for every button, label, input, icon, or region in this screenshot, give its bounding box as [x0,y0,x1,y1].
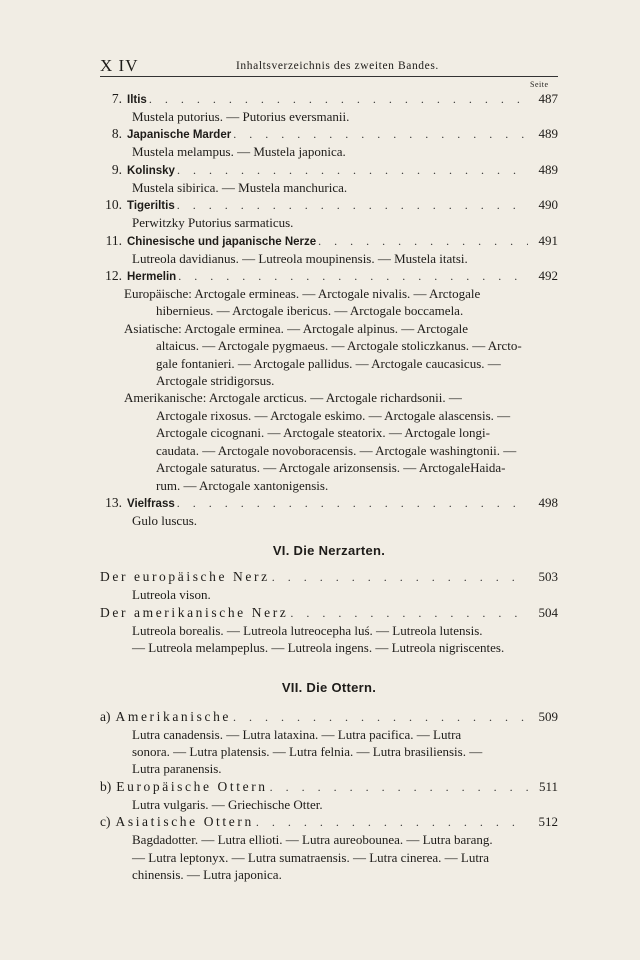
toc-entry-amerikanischer-nerz [100,604,558,657]
entry-page: 489 [538,161,558,177]
species-line: gale fontanieri. — Arctogale pallidus. — Arctogale caucasicus. — [156,355,501,371]
entry-species [132,726,558,778]
running-title: Inhaltsverzeichnis des zweiten Bandes. [236,60,439,72]
leader-dots [177,161,528,179]
species-line: rum. — Arctogale xantonigensis. [156,477,329,493]
entry-page: 511 [538,778,558,794]
entry-number: 8. [111,126,122,142]
entry-title: Japanische Marder [127,129,232,142]
entry-page: 489 [538,126,558,142]
entry-letter: c) [100,814,111,830]
entry-number: 13. [105,494,122,510]
entry-title: Der europäische Nerz [100,569,270,585]
entry-page: 509 [538,708,558,724]
entry-title: Amerikanische [115,708,232,724]
leader-dots [178,267,528,285]
entry-page: 487 [538,91,558,106]
leader-dots [177,494,528,512]
entry-title: Iltis [127,94,147,106]
species-group-america [124,389,558,493]
leader-dots [177,196,528,214]
toc-entry-iltis [100,90,558,125]
species-line: Arctogale saturatus. — Arctogale arizonsensis. — ArctogaleHaida- [156,460,506,476]
toc-entry-chinesische-nerze [100,232,558,267]
entry-title: Der amerikanische Nerz [100,604,289,620]
entry-letter: a) [100,708,111,724]
species-line: sonora. — Lutra platensis. — Lutra felnia. — Lutra brasiliensis. — [132,743,483,759]
species-line: chinensis. — Lutra japonica. [132,866,282,882]
entry-species [132,622,558,657]
seite-label: Seite [530,80,549,89]
entry-page: 512 [538,814,558,830]
page-number: X IV [100,56,139,75]
species-line: Arctogale cicognani. — Arctogale steatorix. — Arctogale longi- [156,425,490,441]
entry-title: Europäische Ottern [116,778,268,794]
entry-title: Asiatische Ottern [115,814,254,830]
entry-number: 12. [105,268,122,284]
toc-entry-japanische-marder [100,125,558,160]
entry-page: 503 [538,569,558,585]
entry-number: 7. [111,91,122,106]
entry-title: Hermelin [127,271,177,284]
entry-page: 492 [538,268,558,284]
section-heading-nerzarten: VI. Die Nerzarten. [272,543,386,559]
entry-page: 491 [538,232,558,248]
toc-entry-tigeriltis [100,196,558,231]
section-heading-ottern: VII. Die Ottern. [281,679,377,695]
toc-entry-asiatische-ottern [100,813,558,883]
toc-entry-hermelin [100,267,558,494]
toc-entry-europaeischer-nerz [100,568,558,603]
leader-dots [233,708,528,726]
species-line: Lutreola borealis. — Lutreola lutreocepha luś. — Lutreola lutensis. [132,622,483,638]
species-group-europe [124,285,558,320]
entry-title: Tigeriltis [127,200,175,213]
entry-species [132,831,558,883]
entry-species: Lutreola vison. [132,587,211,603]
species-group-asia [124,320,558,390]
entry-title: Vielfrass [127,497,175,510]
leader-dots [256,813,528,831]
entry-species: Lutreola davidianus. — Lutreola moupinensis. — Mustela itatsi. [132,250,468,266]
running-header [100,54,558,77]
species-line: Asiatische: Arctogale erminea. — Arctogale alpinus. — Arctogale [124,320,469,336]
entry-number: 10. [105,197,122,213]
species-line: Amerikanische: Arctogale arcticus. — Arctogale richardsonii. — [124,390,462,406]
entry-page: 498 [538,494,558,510]
species-line: caudata. — Arctogale novoboracensis. — Arctogale washingtonii. — [156,442,517,458]
species-line: Arctogale stridigorsus. [156,373,275,389]
toc-entry-vielfrass [100,494,558,529]
leader-dots [233,125,528,143]
entry-number: 11. [105,232,122,248]
entry-number: 9. [111,161,122,177]
species-line: — Lutra leptonyx. — Lutra sumatraensis. — Lutra cinerea. — Lutra [132,849,490,865]
species-line: Lutra paranensis. [132,761,222,777]
entry-species: Mustela putorius. — Putorius eversmanii. [132,109,350,124]
entry-species: Mustela sibirica. — Mustela manchurica. [132,179,348,195]
species-line: — Lutreola melampeplus. — Lutreola ingens. — Lutreola nigriscentes. [132,640,505,656]
toc-entry-amerikanische-ottern [100,708,558,778]
species-line: Arctogale rixosus. — Arctogale eskimo. — Arctogale alascensis. — [156,407,511,423]
species-line: Lutra canadensis. — Lutra lataxina. — Lutra pacifica. — Lutra [132,726,462,742]
entry-species: Perwitzky Putorius sarmaticus. [132,215,294,231]
species-line: Bagdadotter. — Lutra ellioti. — Lutra aureobounea. — Lutra barang. [132,832,493,848]
entry-species: Lutra vulgaris. — Griechische Otter. [132,796,323,812]
toc-entry-kolinsky [100,161,558,196]
species-line: Europäische: Arctogale ermineas. — Arctogale nivalis. — Arctogale [124,286,481,302]
leader-dots [149,90,528,108]
leader-dots [270,778,528,796]
species-line: altaicus. — Arctogale pygmaeus. — Arctogale stoliczkanus. — Arcto- [156,338,522,354]
entry-letter: b) [100,778,112,794]
toc-entry-europaeische-ottern [100,778,558,813]
entry-species: Mustela melampus. — Mustela japonica. [132,144,346,160]
entry-page: 490 [538,197,558,213]
species-line: hibernieus. — Arctogale ibericus. — Arctogale boccamela. [156,303,464,319]
toc-content [100,90,558,883]
leader-dots [318,232,528,250]
leader-dots [272,568,528,586]
entry-page: 504 [538,604,558,620]
entry-species: Gulo luscus. [132,512,197,528]
entry-title: Chinesische und japanische Nerze [127,235,317,248]
leader-dots [290,604,528,622]
entry-title: Kolinsky [127,164,175,177]
